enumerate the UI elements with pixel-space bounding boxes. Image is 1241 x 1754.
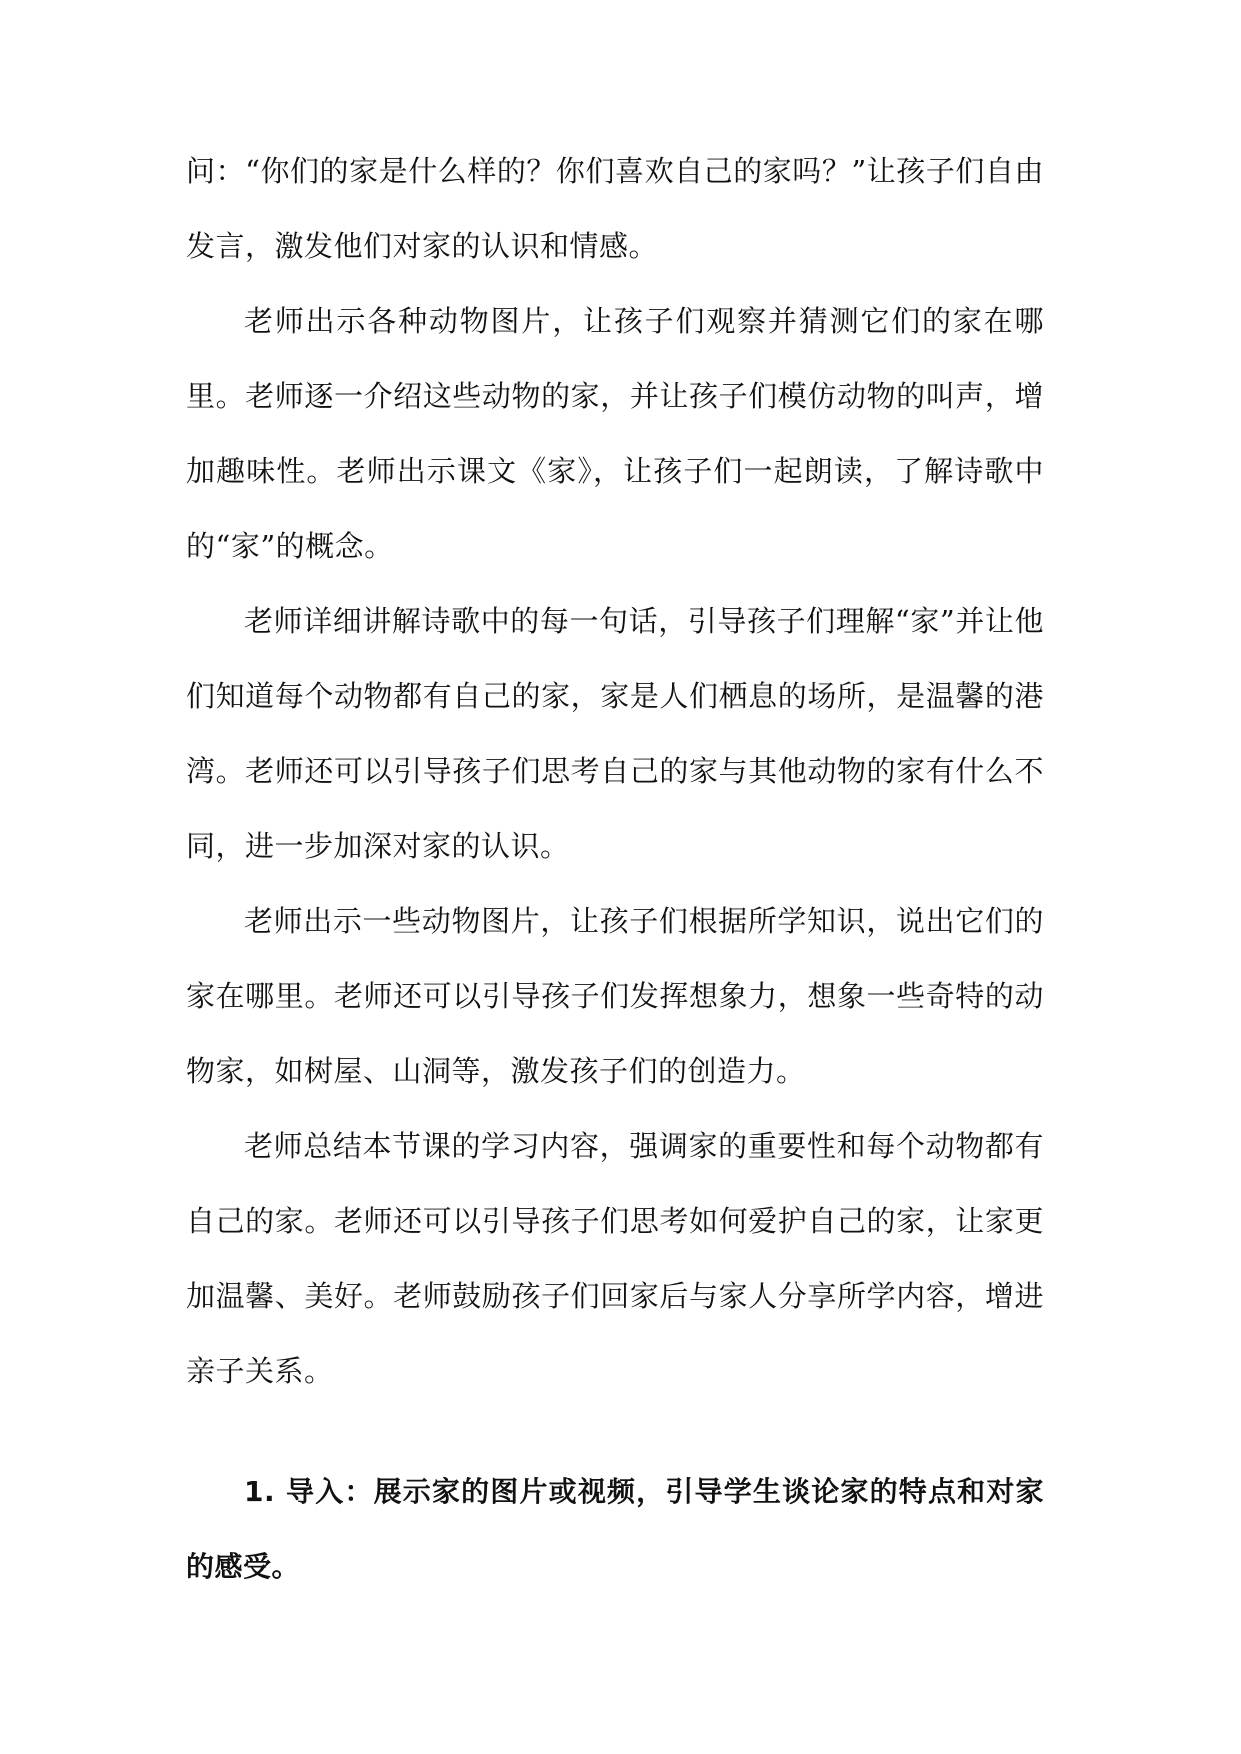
paragraph-poem-explanation: 老师详细讲解诗歌中的每一句话，引导孩子们理解“家”并让他们知道每个动物都有自己的家，家是人们栖息的场所，是温馨的港湾。老师还可以引导孩子们思考自己的家与其他动物的家有什么不同，进一步加深对家的认识。: [186, 604, 1044, 863]
paragraph-practice: 老师出示一些动物图片，让孩子们根据所学知识，说出它们的家在哪里。老师还可以引导孩子们发挥想象力，想象一些奇特的动物家，如树屋、山洞等，激发孩子们的创造力。: [186, 904, 1044, 1088]
paragraph-continuation: 问：“你们的家是什么样的？你们喜欢自己的家吗？”让孩子们自由发言，激发他们对家的认识和情感。: [186, 154, 1044, 263]
section-heading: 1. 导入：展示家的图片或视频，引导学生谈论家的特点和对家的感受。: [186, 1475, 1044, 1583]
paragraph-animal-pictures: 老师出示各种动物图片，让孩子们观察并猜测它们的家在哪里。老师逐一介绍这些动物的家，并让孩子们模仿动物的叫声，增加趣味性。老师出示课文《家》，让孩子们一起朗读，了解诗歌中的“家”的概念。: [186, 304, 1044, 563]
paragraph-summary: 老师总结本节课的学习内容，强调家的重要性和每个动物都有自己的家。老师还可以引导孩子们思考如何爱护自己的家，让家更加温馨、美好。老师鼓励孩子们回家后与家人分享所学内容，增进亲子关系。: [186, 1129, 1044, 1388]
